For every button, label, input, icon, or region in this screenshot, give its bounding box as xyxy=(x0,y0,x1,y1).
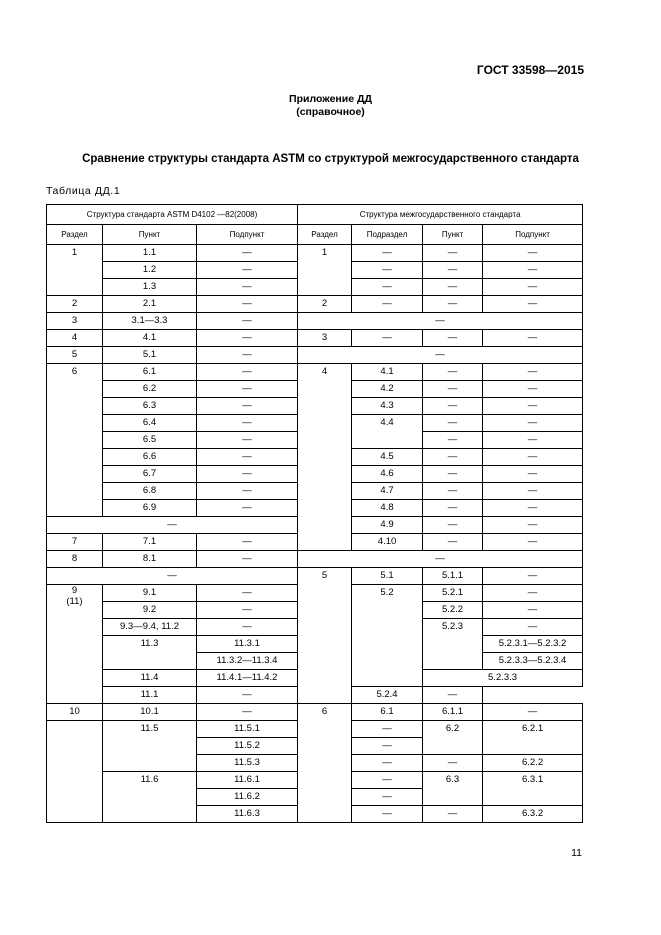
section-heading: Сравнение структуры стандарта ASTM со структурой межгосударственного стандарта xyxy=(82,153,579,165)
table-cell: 1.3 xyxy=(103,279,197,296)
table-cell: 6.2 xyxy=(423,721,483,755)
table-cell: 11.5.2 xyxy=(197,738,298,755)
table-cell xyxy=(47,721,103,823)
table-cell: 6.8 xyxy=(103,483,197,500)
table-cell: 11.6.3 xyxy=(197,806,298,823)
table-cell: — xyxy=(352,721,423,738)
table-cell: — xyxy=(483,568,583,585)
table-cell: 4.6 xyxy=(352,466,423,483)
table-cell: 11.3.2—11.3.4 xyxy=(197,653,298,670)
table-cell: 9 (11) xyxy=(47,585,103,704)
table-cell: — xyxy=(483,381,583,398)
column-header: Подпункт xyxy=(197,225,298,245)
table-cell: — xyxy=(197,534,298,551)
table-cell: — xyxy=(483,398,583,415)
column-header: Подраздел xyxy=(352,225,423,245)
table-cell: — xyxy=(483,330,583,347)
table-cell: 1 xyxy=(47,245,103,296)
table-cell: — xyxy=(423,279,483,296)
table-cell: 6.5 xyxy=(103,432,197,449)
table-row xyxy=(47,347,583,364)
table-cell: — xyxy=(423,330,483,347)
table-cell: — xyxy=(423,466,483,483)
table-cell: — xyxy=(352,330,423,347)
table-cell: 5.2.3.1—5.2.3.2 xyxy=(483,636,583,653)
table-cell: — xyxy=(197,483,298,500)
table-cell: — xyxy=(352,296,423,313)
table-cell: — xyxy=(423,483,483,500)
table-cell: 4.1 xyxy=(352,364,423,381)
table-cell: 6.2.1 xyxy=(483,721,583,755)
group-header-astm: Структура стандарта ASTM D4102 —82(2008) xyxy=(47,205,298,225)
table-cell: 5.2.3.3 xyxy=(423,670,583,687)
table-cell: 9.2 xyxy=(103,602,197,619)
table-cell: 8 xyxy=(47,551,103,568)
table-cell: 5.2.4 xyxy=(352,687,423,704)
table-cell: 11.6.1 xyxy=(197,772,298,789)
table-cell: 11.6.2 xyxy=(197,789,298,806)
group-header-interstate: Структура межгосударственного стандарта xyxy=(298,205,583,225)
table-cell: 5 xyxy=(298,568,352,704)
table-cell: — xyxy=(483,466,583,483)
table-cell: 6.6 xyxy=(103,449,197,466)
table-cell: — xyxy=(483,364,583,381)
table-cell: — xyxy=(423,364,483,381)
table-cell: — xyxy=(423,517,483,534)
table-cell: — xyxy=(423,262,483,279)
table-cell: — xyxy=(483,602,583,619)
table-cell: 11.6 xyxy=(103,772,197,823)
table-cell: — xyxy=(352,806,423,823)
table-cell: 5.1 xyxy=(352,568,423,585)
table-cell: — xyxy=(197,279,298,296)
table-cell: — xyxy=(197,687,298,704)
table-cell: 4.10 xyxy=(352,534,423,551)
table-cell: — xyxy=(197,415,298,432)
table-cell: — xyxy=(423,449,483,466)
table-cell: 6 xyxy=(298,704,352,823)
table-cell: — xyxy=(483,517,583,534)
table-cell: 4.5 xyxy=(352,449,423,466)
table-cell: — xyxy=(483,296,583,313)
table-row xyxy=(47,704,583,721)
table-cell: 5 xyxy=(47,347,103,364)
table-cell: 6.2 xyxy=(103,381,197,398)
table-cell: 4.9 xyxy=(352,517,423,534)
table-cell: — xyxy=(352,262,423,279)
table-cell: — xyxy=(423,534,483,551)
table-cell: 2 xyxy=(47,296,103,313)
table-cell: 2 xyxy=(298,296,352,313)
table-cell: — xyxy=(352,772,423,789)
table-cell: — xyxy=(423,755,483,772)
table-cell: 5.2.3.3—5.2.3.4 xyxy=(483,653,583,670)
table-cell: — xyxy=(423,500,483,517)
table-cell: — xyxy=(352,279,423,296)
table-cell: — xyxy=(483,279,583,296)
table-cell: — xyxy=(197,245,298,262)
table-cell: 11.3 xyxy=(103,636,197,670)
table-cell: 6.3 xyxy=(423,772,483,806)
document-code: ГОСТ 33598—2015 xyxy=(476,63,584,77)
table-cell: 9.3—9.4, 11.2 xyxy=(103,619,197,636)
table-cell: 4.8 xyxy=(352,500,423,517)
table-cell: 2.1 xyxy=(103,296,197,313)
table-cell: 4.7 xyxy=(352,483,423,500)
table-cell: 6.7 xyxy=(103,466,197,483)
table-cell: 7.1 xyxy=(103,534,197,551)
table-cell: 6.3.2 xyxy=(483,806,583,823)
table-row xyxy=(47,568,583,585)
table-cell: 3.1—3.3 xyxy=(103,313,197,330)
table-cell: — xyxy=(423,381,483,398)
table-cell: — xyxy=(197,364,298,381)
table-cell: — xyxy=(47,568,298,585)
table-cell: — xyxy=(197,704,298,721)
table-row xyxy=(47,296,583,313)
table-cell: 6.1 xyxy=(352,704,423,721)
table-cell: 11.5.3 xyxy=(197,755,298,772)
table-cell: 1 xyxy=(298,245,352,296)
column-header: Раздел xyxy=(47,225,103,245)
table-cell: — xyxy=(197,619,298,636)
table-cell: 11.1 xyxy=(103,687,197,704)
column-header: Подпункт xyxy=(483,225,583,245)
table-cell: — xyxy=(197,500,298,517)
table-cell: — xyxy=(197,551,298,568)
table-cell: 11.4.1—11.4.2 xyxy=(197,670,298,687)
table-cell: — xyxy=(423,432,483,449)
appendix-title: Приложение ДД xyxy=(289,93,372,105)
table-cell: — xyxy=(483,619,583,636)
table-cell: — xyxy=(483,585,583,602)
table-cell: — xyxy=(352,738,423,755)
table-cell: — xyxy=(298,551,583,568)
table-row xyxy=(47,551,583,568)
table-cell: — xyxy=(197,381,298,398)
table-row xyxy=(47,330,583,347)
table-cell: 4.1 xyxy=(103,330,197,347)
table-cell: 10.1 xyxy=(103,704,197,721)
table-cell: 5.2.3 xyxy=(423,619,483,670)
table-cell: — xyxy=(197,262,298,279)
table-cell: 5.2 xyxy=(352,585,423,687)
table-cell: 5.1.1 xyxy=(423,568,483,585)
table-cell: — xyxy=(298,347,583,364)
table-cell: — xyxy=(423,415,483,432)
table-label: Таблица ДД.1 xyxy=(46,185,121,197)
table-cell: — xyxy=(483,534,583,551)
table-cell: — xyxy=(483,415,583,432)
table-cell: — xyxy=(47,517,298,534)
table-cell: — xyxy=(197,449,298,466)
table-cell: 6.3.1 xyxy=(483,772,583,806)
appendix-subtitle: (справочное) xyxy=(296,106,365,118)
table-cell: — xyxy=(483,500,583,517)
table-cell: 4.3 xyxy=(352,398,423,415)
comparison-table xyxy=(46,204,583,823)
table-cell: — xyxy=(423,245,483,262)
table-cell: 7 xyxy=(47,534,103,551)
table-cell: 5.2.1 xyxy=(423,585,483,602)
table-cell: 10 xyxy=(47,704,103,721)
table-cell: 6.1.1 xyxy=(423,704,483,721)
table-cell: — xyxy=(423,687,483,704)
table-cell: 6.1 xyxy=(103,364,197,381)
table-cell: — xyxy=(197,347,298,364)
table-cell: 4.4 xyxy=(352,415,423,449)
table-cell: — xyxy=(197,602,298,619)
table-cell: 6 xyxy=(47,364,103,517)
table-cell: 11.4 xyxy=(103,670,197,687)
table-cell: 9.1 xyxy=(103,585,197,602)
column-header: Раздел xyxy=(298,225,352,245)
table-cell: 3 xyxy=(47,313,103,330)
column-header: Пункт xyxy=(423,225,483,245)
table-cell: — xyxy=(483,262,583,279)
table-cell: — xyxy=(197,330,298,347)
table-row xyxy=(47,245,583,262)
table-cell: — xyxy=(197,296,298,313)
table-cell: — xyxy=(483,704,583,721)
table-row xyxy=(47,313,583,330)
table-cell: — xyxy=(483,483,583,500)
table-cell: — xyxy=(352,755,423,772)
table-cell: 11.3.1 xyxy=(197,636,298,653)
table-cell: 5.2.2 xyxy=(423,602,483,619)
table-cell: 1.2 xyxy=(103,262,197,279)
column-header: Пункт xyxy=(103,225,197,245)
table-cell: 8.1 xyxy=(103,551,197,568)
table-cell: — xyxy=(197,432,298,449)
table-cell: 6.4 xyxy=(103,415,197,432)
table-cell: — xyxy=(352,245,423,262)
table-cell: 3 xyxy=(298,330,352,347)
page-number: 11 xyxy=(571,847,582,859)
table-row xyxy=(47,364,583,381)
table-cell: 1.1 xyxy=(103,245,197,262)
table-cell: — xyxy=(197,585,298,602)
table-cell: 4 xyxy=(47,330,103,347)
table-cell: — xyxy=(483,449,583,466)
table-cell: 11.5.1 xyxy=(197,721,298,738)
table-cell: 6.9 xyxy=(103,500,197,517)
table-cell: 6.2.2 xyxy=(483,755,583,772)
table-cell: — xyxy=(423,806,483,823)
table-cell: — xyxy=(197,398,298,415)
table-cell: — xyxy=(423,296,483,313)
table-cell: 11.5 xyxy=(103,721,197,772)
table-cell: — xyxy=(483,432,583,449)
table-cell: — xyxy=(197,313,298,330)
table-cell: — xyxy=(483,245,583,262)
table-cell: 4.2 xyxy=(352,381,423,398)
table-cell: — xyxy=(197,466,298,483)
table-cell: 4 xyxy=(298,364,352,551)
table-cell: 5.1 xyxy=(103,347,197,364)
table-cell: — xyxy=(298,313,583,330)
table-cell: — xyxy=(352,789,423,806)
table-cell: — xyxy=(423,398,483,415)
table-cell: 6.3 xyxy=(103,398,197,415)
